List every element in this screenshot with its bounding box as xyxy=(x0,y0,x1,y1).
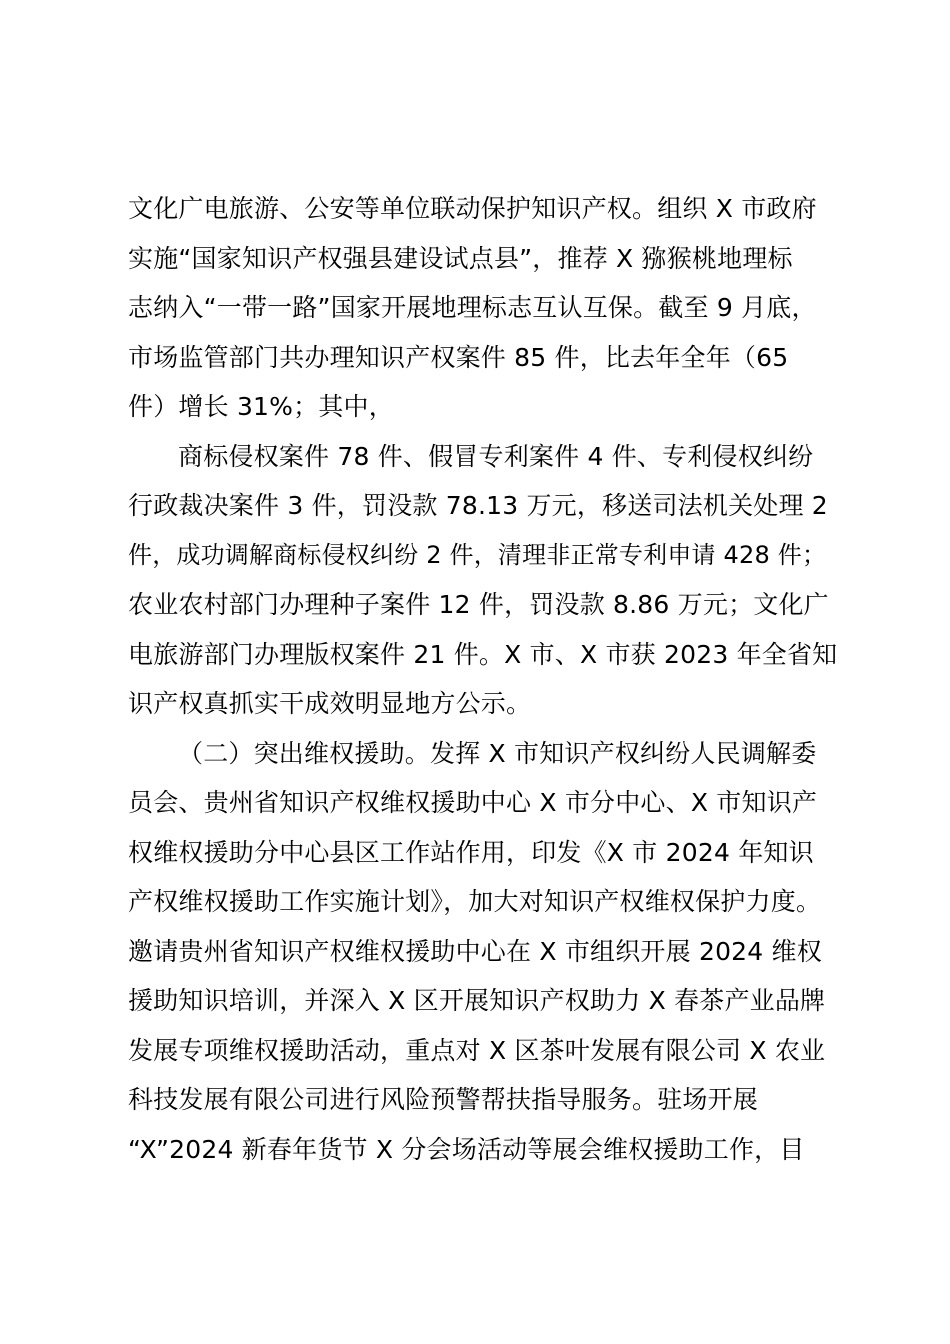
paragraph-rights-assistance xyxy=(128,729,840,1175)
document-body xyxy=(128,184,840,1174)
text-line: 科技发展有限公司进行风险预警帮扶指导服务。驻场开展 xyxy=(128,1085,759,1114)
paragraph-ip-protection xyxy=(128,184,840,432)
text-line: “X”2024 新春年货节 X 分会场活动等展会维权援助工作，目 xyxy=(128,1134,805,1164)
text-line: 电旅游部门办理版权案件 21 件。X 市、X 市获 2023 年全省知 xyxy=(128,639,838,669)
text-line: 产权维权援助工作实施计划》，加大对知识产权维权保护力度。 xyxy=(128,887,822,916)
text-line: 件）增长 31%；其中， xyxy=(128,392,394,421)
text-line: 农业农村部门办理种子案件 12 件，罚没款 8.86 万元；文化广 xyxy=(128,590,829,619)
text-line: 权维权援助分中心县区工作站作用，印发《X 市 2024 年知识 xyxy=(128,837,814,867)
text-line: 识产权真抓实干成效明显地方公示。 xyxy=(128,689,532,718)
text-line: （二）突出维权援助。发挥 X 市知识产权纠纷人民调解委 xyxy=(178,738,817,768)
text-line: 件，成功调解商标侵权纠纷 2 件，清理非正常专利申请 428 件； xyxy=(128,540,827,569)
text-line: 发展专项维权援助活动，重点对 X 区茶叶发展有限公司 X 农业 xyxy=(128,1035,826,1065)
text-line: 商标侵权案件 78 件、假冒专利案件 4 件、专利侵权纠纷 xyxy=(178,441,814,471)
text-line: 实施“国家知识产权强县建设试点县”，推荐 X 猕猴桃地理标 xyxy=(128,243,793,273)
text-line: 援助知识培训，并深入 X 区开展知识产权助力 X 春茶产业品牌 xyxy=(128,986,826,1015)
text-line: 文化广电旅游、公安等单位联动保护知识产权。组织 X 市政府 xyxy=(128,194,817,223)
paragraph-case-statistics xyxy=(128,432,840,729)
text-line: 邀请贵州省知识产权维权援助中心在 X 市组织开展 2024 维权 xyxy=(128,936,822,966)
text-line: 员会、贵州省知识产权维权援助中心 X 市分中心、X 市知识产 xyxy=(128,788,818,817)
text-line: 行政裁决案件 3 件，罚没款 78.13 万元，移送司法机关处理 2 xyxy=(128,491,828,520)
text-line: 志纳入“一带一路”国家开展地理标志互认互保。截至 9 月底， xyxy=(128,293,817,322)
text-line: 市场监管部门共办理知识产权案件 85 件，比去年全年（65 xyxy=(128,342,789,372)
